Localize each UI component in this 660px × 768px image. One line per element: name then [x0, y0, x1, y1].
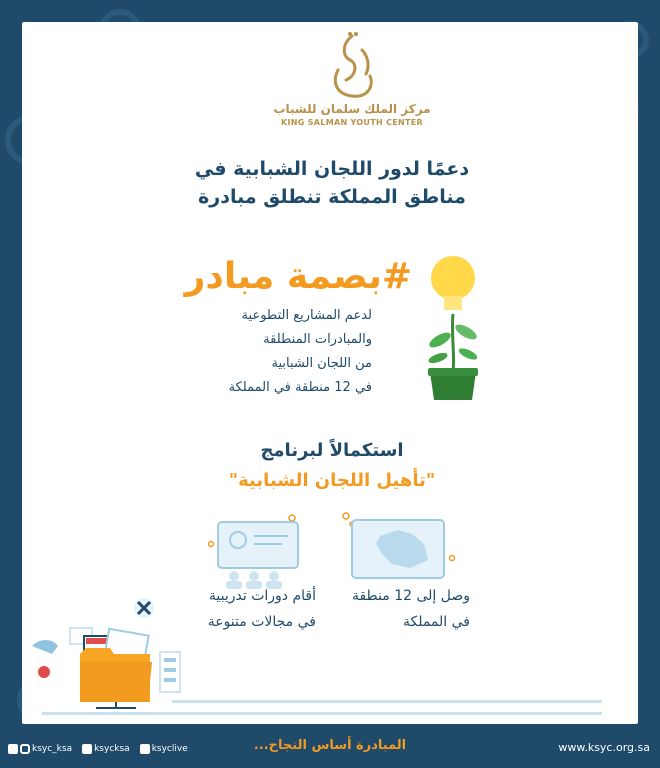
campaign-line-4: في 12 منطقة في المملكة: [228, 380, 372, 395]
divider-line: [42, 712, 602, 715]
training-board-icon: [208, 510, 328, 590]
social-handle: ksycksa: [94, 744, 130, 754]
snapchat-icon: [140, 744, 150, 754]
social-snapchat[interactable]: [140, 744, 188, 754]
program-name: "تأهيل اللجان الشبابية": [228, 470, 436, 491]
social-facebook[interactable]: [82, 744, 130, 754]
twitter-icon: [8, 744, 18, 754]
social-handle: ksyclive: [151, 744, 188, 754]
logo-arabic-name: مركز الملك سلمان للشباب: [273, 102, 431, 116]
campaign-line-3: من اللجان الشبابية: [271, 356, 372, 371]
headline-line-2: مناطق المملكة تنطلق مبادرة: [198, 186, 466, 208]
folder-documents-icon: [26, 594, 186, 709]
campaign-line-2: والمبادرات المنطلقة: [263, 332, 372, 347]
saudi-map-icon: [340, 510, 460, 585]
feature-regions-line-2: في المملكة: [402, 614, 470, 630]
headline-line-1: دعمًا لدور اللجان الشبابية في: [194, 158, 470, 180]
instagram-icon: [20, 744, 30, 754]
campaign-line-1: لدعم المشاريع التطوعية: [241, 308, 372, 323]
feature-regions-line-1: وصل إلى 12 منطقة: [351, 588, 470, 604]
feature-training-line-2: في مجالات متنوعة: [207, 614, 316, 630]
divider-line: [172, 700, 602, 703]
footer-social: [8, 738, 192, 760]
program-intro: استكمالاً لبرنامج: [260, 440, 404, 461]
campaign-hashtag: #بصمة مبادر: [184, 256, 412, 297]
social-handle: ksyc_ksa: [32, 744, 73, 754]
lightbulb-plant-icon: [418, 254, 488, 404]
footer-slogan: المبادرة أساس النجاح...: [253, 738, 407, 753]
footer-website-link[interactable]: www.ksyc.org.sa: [558, 741, 650, 754]
social-twitter-instagram[interactable]: [8, 744, 72, 754]
facebook-icon: [82, 744, 92, 754]
ksyc-logo: [272, 30, 432, 150]
logo-english-name: KING SALMAN YOUTH CENTER: [281, 118, 423, 127]
feature-training-line-1: أقام دورات تدريبية: [208, 588, 316, 604]
logo-emblem-icon: [272, 30, 432, 102]
content-card: [22, 22, 638, 724]
